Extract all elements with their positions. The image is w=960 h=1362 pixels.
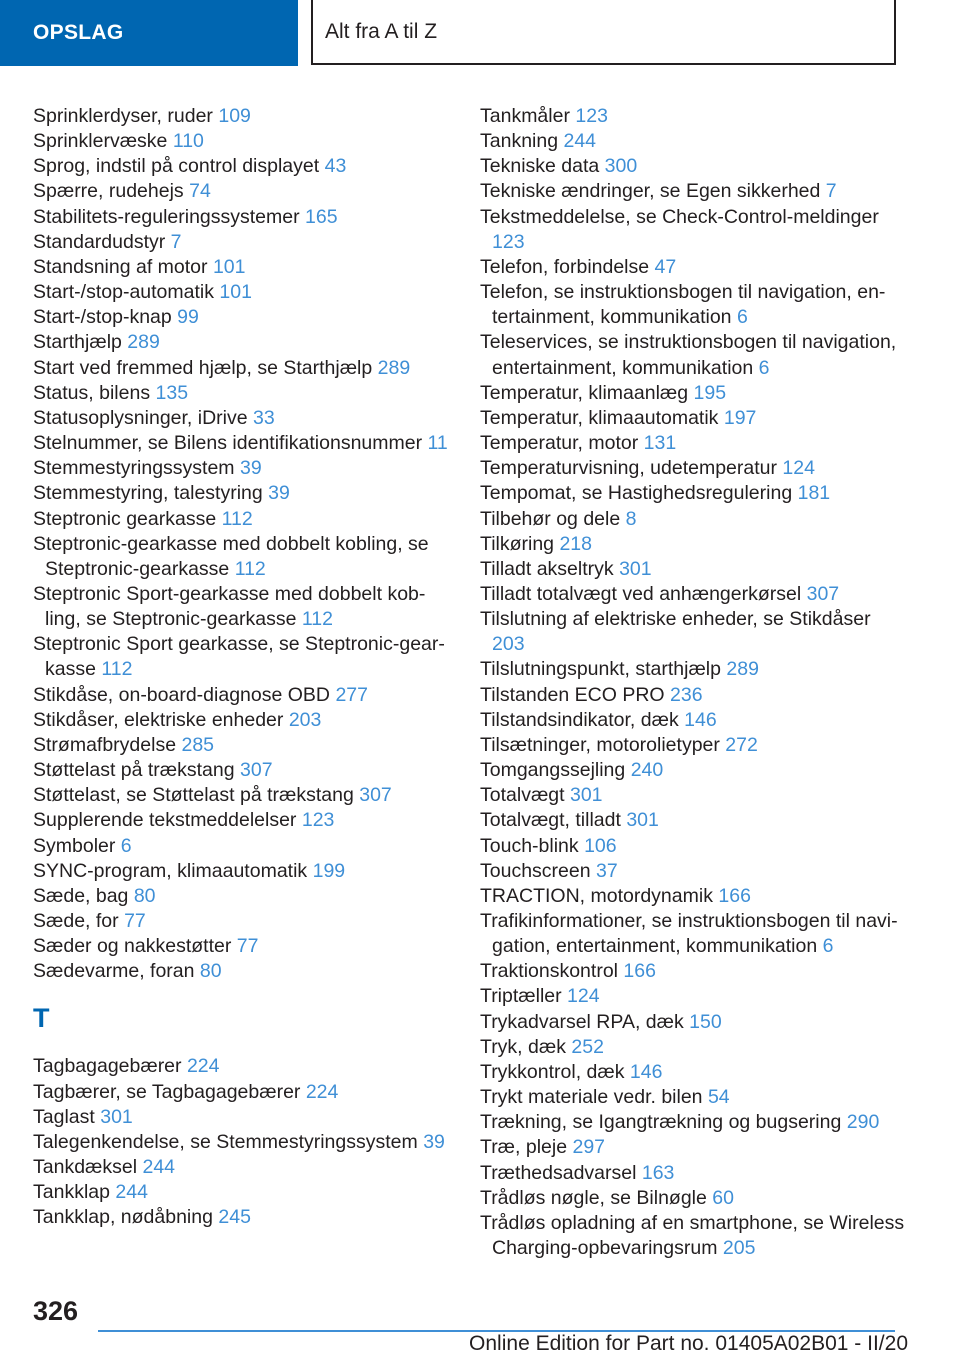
entry-text: Trådløs nøgle, se Bilnøgle — [480, 1186, 707, 1209]
page-reference-link[interactable]: 80 — [133, 884, 156, 907]
index-entry — [33, 129, 453, 154]
page-reference-link[interactable]: 181 — [797, 482, 831, 505]
page-reference-link[interactable]: 301 — [100, 1105, 133, 1128]
entry-text: Sprog, indstil på control displayet — [33, 155, 320, 178]
page-reference-link[interactable]: 11 — [427, 432, 448, 455]
entry-text: Støttelast på trækstang — [33, 759, 235, 782]
page-reference-link[interactable]: 123 — [575, 105, 608, 127]
entry-text: Tekniske data — [480, 155, 600, 178]
entry-text: Stelnummer, se Bilens identifikationsnummer — [33, 432, 423, 455]
index-entry — [33, 959, 453, 984]
index-column-left — [33, 104, 453, 1231]
index-entry — [33, 154, 453, 179]
page-reference-link[interactable]: 101 — [219, 281, 252, 304]
entry-text: Strømafbrydelse — [33, 733, 177, 756]
page-reference-link[interactable]: 6 — [758, 356, 770, 379]
index-entry — [480, 1110, 905, 1135]
entry-text: Temperatur, klimaanlæg — [480, 381, 689, 404]
entry-text: Steptronic Sport-gearkasse med dobbelt kobling, se Steptronic-gearkasse — [33, 582, 426, 631]
entry-text: Symboler — [33, 834, 116, 857]
entry-text: Stikdåse, on-board-diagnose OBD — [33, 683, 331, 706]
page-reference-link[interactable]: 203 — [492, 633, 525, 656]
index-entry — [480, 859, 905, 884]
entry-text: Talegenkendelse, se Stemmestyringssystem — [33, 1130, 418, 1153]
entry-text: Temperatur, motor — [480, 432, 639, 455]
page-reference-link[interactable]: 297 — [572, 1136, 606, 1159]
entry-text: Trækning, se Igangtrækning og bugsering — [480, 1111, 842, 1134]
entry-text: Taglast — [33, 1105, 95, 1128]
page-reference-link[interactable]: 146 — [684, 708, 717, 731]
index-entry — [480, 909, 905, 959]
entry-text: Tekstmeddelelse, se Check-Control-meldinger — [480, 205, 879, 228]
page-reference-link[interactable]: 54 — [707, 1086, 730, 1109]
entry-text: Trådløs opladning af en smartphone, se Wireless Charging-opbevaringsrum — [480, 1211, 905, 1260]
entry-text: Tekniske ændringer, se Egen sikkerhed — [480, 180, 821, 203]
entry-text: Touch-blink — [480, 834, 579, 857]
page-reference-link[interactable]: 301 — [619, 557, 652, 580]
entry-text: Tryk, dæk — [480, 1035, 566, 1058]
entry-text: Standardudstyr — [33, 230, 166, 253]
page-reference-link[interactable]: 307 — [359, 784, 392, 807]
index-entry — [480, 381, 905, 406]
entry-text: Tilslutningspunkt, starthjælp — [480, 658, 721, 681]
entry-text: Sæde, bag — [33, 884, 129, 907]
index-entry — [33, 808, 453, 833]
index-list-t — [33, 1054, 453, 1230]
entry-text: Steptronic-gearkasse med dobbelt kobling, se Steptronic-gearkasse — [33, 532, 429, 580]
page-reference-link[interactable]: 77 — [124, 910, 146, 932]
entry-text: Tagbærer, se Tagbagagebærer — [33, 1080, 301, 1103]
index-entry — [33, 205, 453, 230]
entry-text: Sprinklerdyser, ruder — [33, 105, 213, 127]
entry-text: Tilsætninger, motorolietyper — [480, 733, 720, 756]
page-reference-link[interactable]: 205 — [722, 1237, 756, 1260]
page-reference-link[interactable]: 106 — [584, 834, 617, 857]
index-entry — [480, 758, 905, 783]
entry-text: Tilladt totalvægt ved anhængerkørsel — [480, 582, 802, 605]
page-reference-link[interactable]: 307 — [240, 759, 273, 782]
index-entry — [33, 532, 453, 582]
entry-text: Tilslutning af elektriske enheder, se Stikdåser — [480, 608, 871, 631]
index-entry — [33, 884, 453, 909]
index-entry — [480, 884, 905, 909]
entry-text: Træthedsadvarsel — [480, 1161, 637, 1184]
entry-text: SYNC-program, klimaautomatik — [33, 859, 308, 882]
page-reference-link[interactable]: 300 — [604, 155, 638, 178]
index-entry — [33, 255, 453, 280]
entry-text: Statusoplysninger, iDrive — [33, 406, 248, 429]
index-entry — [480, 683, 905, 708]
index-entry — [480, 1135, 905, 1160]
page-reference-link[interactable]: 272 — [725, 733, 758, 756]
index-entry — [480, 708, 905, 733]
entry-text: Tempomat, se Hastighedsregulering — [480, 482, 793, 505]
entry-text: Stemmestyring, talestyring — [33, 482, 263, 505]
index-entry — [33, 758, 453, 783]
entry-text: Støttelast, se Støttelast på trækstang — [33, 784, 354, 807]
entry-text: Touchscreen — [480, 859, 591, 882]
index-entry — [480, 1060, 905, 1085]
entry-text: Traktionskontrol — [480, 960, 618, 983]
page-reference-link[interactable]: 80 — [199, 960, 222, 983]
page-reference-link[interactable]: 99 — [177, 306, 199, 329]
page-reference-link[interactable]: 146 — [629, 1060, 663, 1083]
index-entry — [480, 280, 905, 330]
section-tab: OPSLAG — [0, 0, 298, 66]
entry-text: Telefon, se instruktionsbogen til navigation, entertainment, kommunikation — [480, 281, 886, 329]
index-entry — [33, 1180, 453, 1205]
entry-text: Standsning af motor — [33, 255, 208, 278]
page-reference-link[interactable]: 124 — [567, 985, 600, 1008]
entry-text: Tilkøring — [480, 532, 555, 555]
index-entry — [33, 632, 453, 682]
index-entry — [480, 431, 905, 456]
index-entry — [33, 481, 453, 506]
page-reference-link[interactable]: 285 — [181, 733, 215, 756]
entry-text: Trykkontrol, dæk — [480, 1060, 625, 1083]
entry-text: Sæder og nakkestøtter — [33, 935, 232, 958]
entry-text: TRACTION, motordynamik — [480, 884, 713, 907]
index-entry — [480, 834, 905, 859]
entry-text: Stemmestyringssystem — [33, 457, 235, 480]
page-reference-link[interactable]: 6 — [736, 306, 748, 329]
entry-text: Start-/stop-automatik — [33, 281, 214, 304]
entry-text: Teleservices, se instruktionsbogen til navigation, entertainment, kommunikation — [480, 331, 897, 379]
index-entry — [33, 356, 453, 381]
index-entry — [33, 733, 453, 758]
index-entry — [480, 330, 905, 380]
index-entry — [480, 179, 905, 204]
page-reference-link[interactable]: 74 — [189, 180, 211, 203]
page-reference-link[interactable]: 218 — [559, 532, 592, 555]
page-reference-link[interactable]: 301 — [626, 809, 659, 832]
page-reference-link[interactable]: 43 — [324, 155, 347, 178]
entry-text: Totalvægt, tilladt — [480, 809, 621, 832]
page-reference-link[interactable]: 112 — [301, 608, 333, 631]
page-reference-link[interactable]: 123 — [492, 230, 525, 253]
page-reference-link[interactable]: 244 — [142, 1156, 176, 1179]
entry-text: Trafikinformationer, se instruktionsbogen til navigation, entertainment, kommunikation — [480, 910, 898, 958]
entry-text: Tagbagagebærer — [33, 1055, 182, 1078]
entry-text: Sædevarme, foran — [33, 960, 195, 983]
index-entry — [480, 104, 905, 129]
index-entry — [480, 532, 905, 557]
index-entry — [33, 909, 453, 934]
page-reference-link[interactable]: 307 — [806, 582, 840, 605]
entry-text: Tankning — [480, 130, 559, 153]
index-entry — [33, 179, 453, 204]
page-reference-link[interactable]: 277 — [335, 683, 368, 706]
page-reference-link[interactable]: 131 — [643, 432, 677, 455]
page-reference-link[interactable]: 289 — [127, 331, 160, 354]
index-entry — [33, 104, 453, 129]
page-reference-link[interactable]: 6 — [120, 834, 132, 857]
index-entry — [33, 280, 453, 305]
page-reference-link[interactable]: 290 — [846, 1111, 880, 1134]
index-entry — [480, 205, 905, 255]
page-reference-link[interactable]: 244 — [563, 130, 597, 153]
index-entry — [33, 305, 453, 330]
page-reference-link[interactable]: 301 — [569, 784, 603, 807]
page-header — [0, 0, 960, 66]
entry-text: Triptæller — [480, 985, 562, 1008]
index-entry — [33, 859, 453, 884]
page-reference-link[interactable]: 165 — [305, 205, 338, 228]
index-entry — [480, 255, 905, 280]
page-reference-link[interactable]: 39 — [239, 457, 262, 480]
index-entry — [33, 934, 453, 959]
entry-text: Temperaturvisning, udetemperatur — [480, 457, 777, 480]
page-reference-link[interactable]: 110 — [172, 130, 204, 153]
page-reference-link[interactable]: 109 — [218, 105, 251, 127]
index-entry — [33, 708, 453, 733]
index-entry — [33, 507, 453, 532]
entry-text: Stabilitets-reguleringssystemer — [33, 205, 300, 228]
index-entry — [33, 406, 453, 431]
page-reference-link[interactable]: 33 — [253, 406, 275, 429]
page-reference-link[interactable]: 112 — [234, 557, 266, 580]
page-reference-link[interactable]: 245 — [218, 1206, 251, 1229]
entry-text: Start ved fremmed hjælp, se Starthjælp — [33, 356, 373, 379]
page-reference-link[interactable]: 224 — [305, 1080, 339, 1103]
index-entry — [480, 481, 905, 506]
entry-text: Trykt materiale vedr. bilen — [480, 1086, 703, 1109]
index-entry — [480, 406, 905, 431]
entry-text: Tilstanden ECO PRO — [480, 683, 665, 706]
page-reference-link[interactable]: 224 — [186, 1055, 220, 1078]
index-entry — [33, 1105, 453, 1130]
index-entry — [480, 1186, 905, 1211]
page-reference-link[interactable]: 166 — [718, 884, 751, 907]
index-entry — [480, 1010, 905, 1035]
index-entry — [480, 984, 905, 1009]
index-entry — [33, 456, 453, 481]
entry-text: Trykadvarsel RPA, dæk — [480, 1010, 684, 1033]
page-reference-link[interactable]: 7 — [825, 180, 837, 203]
page-number: 326 — [33, 1296, 79, 1326]
index-entry — [480, 959, 905, 984]
index-list-s — [33, 104, 453, 984]
index-entry — [33, 683, 453, 708]
index-list-t-continued — [480, 104, 905, 1261]
index-entry — [33, 1130, 453, 1155]
index-entry — [480, 507, 905, 532]
entry-text: Sæde, for — [33, 910, 119, 932]
entry-text: Tankmåler — [480, 105, 570, 127]
page-reference-link[interactable]: 6 — [822, 935, 834, 958]
index-entry — [480, 1211, 905, 1261]
page-reference-link[interactable]: 199 — [312, 859, 346, 882]
index-entry — [480, 129, 905, 154]
page-reference-link[interactable]: 135 — [155, 381, 189, 404]
index-entry — [33, 381, 453, 406]
entry-text: Totalvægt — [480, 784, 565, 807]
entry-text: Status, bilens — [33, 381, 151, 404]
entry-text: Træ, pleje — [480, 1136, 568, 1159]
index-entry — [33, 783, 453, 808]
entry-text: Tankklap — [33, 1181, 110, 1204]
entry-text: Supplerende tekstmeddelelser — [33, 809, 297, 832]
index-entry — [33, 1054, 453, 1079]
letter-heading: T — [33, 1003, 50, 1034]
index-entry — [33, 431, 453, 456]
page-reference-link[interactable]: 37 — [596, 859, 618, 882]
entry-text: Telefon, forbindelse — [480, 255, 650, 278]
index-entry — [480, 808, 905, 833]
page-reference-link[interactable]: 124 — [782, 457, 815, 480]
entry-text: Temperatur, klimaautomatik — [480, 406, 719, 429]
index-entry — [33, 1205, 453, 1230]
page-reference-link[interactable]: 236 — [670, 683, 703, 706]
page-reference-link[interactable]: 123 — [301, 809, 335, 832]
entry-text: Tankdæksel — [33, 1156, 138, 1179]
entry-text: Tilbehør og dele — [480, 507, 621, 530]
index-column-right — [480, 104, 905, 1261]
entry-text: Tankklap, nødåbning — [33, 1206, 213, 1229]
entry-text: Steptronic gearkasse — [33, 507, 217, 530]
page-reference-link[interactable]: 197 — [723, 406, 757, 429]
index-entry — [480, 557, 905, 582]
index-entry — [33, 330, 453, 355]
entry-text: Stikdåser, elektriske enheder — [33, 708, 284, 731]
page-reference-link[interactable]: 240 — [630, 759, 664, 782]
footer-edition: Online Edition for Part no. 01405A02B01 - II/20 — [469, 1332, 908, 1355]
entry-text: Tilstandsindikator, dæk — [480, 708, 679, 731]
index-entry — [480, 582, 905, 607]
page-reference-link[interactable]: 77 — [236, 935, 259, 958]
chapter-title: Alt fra A til Z — [311, 0, 896, 65]
page-reference-link[interactable]: 39 — [268, 482, 290, 505]
entry-text: Spærre, rudehejs — [33, 180, 184, 203]
index-entry — [480, 657, 905, 682]
page-reference-link[interactable]: 166 — [623, 960, 656, 983]
page-reference-link[interactable]: 289 — [726, 658, 759, 681]
index-entry — [480, 733, 905, 758]
page-reference-link[interactable]: 195 — [693, 381, 727, 404]
index-entry — [33, 230, 453, 255]
index-entry — [480, 783, 905, 808]
page-reference-link[interactable]: 150 — [689, 1010, 722, 1033]
page-reference-link[interactable]: 252 — [571, 1035, 604, 1058]
index-entry — [33, 834, 453, 859]
index-entry — [33, 1080, 453, 1105]
entry-text: Start-/stop-knap — [33, 306, 172, 329]
index-entry — [480, 456, 905, 481]
page-reference-link[interactable]: 39 — [423, 1130, 445, 1153]
index-entry — [480, 1035, 905, 1060]
index-entry — [480, 607, 905, 657]
index-entry — [33, 1155, 453, 1180]
entry-text: Tilladt akseltryk — [480, 557, 614, 580]
page-reference-link[interactable]: 112 — [221, 507, 253, 530]
index-entry — [480, 1085, 905, 1110]
page-reference-link[interactable]: 244 — [115, 1181, 148, 1204]
page-reference-link[interactable]: 163 — [641, 1161, 675, 1184]
page-reference-link[interactable]: 112 — [101, 658, 133, 681]
page-reference-link[interactable]: 8 — [625, 507, 637, 530]
entry-text: Steptronic Sport gearkasse, se Steptronic-gearkasse — [33, 633, 445, 681]
index-entry — [33, 582, 453, 632]
page-reference-link[interactable]: 203 — [288, 708, 322, 731]
page-reference-link[interactable]: 7 — [170, 230, 182, 253]
page-reference-link[interactable]: 60 — [712, 1186, 734, 1209]
entry-text: Tomgangssejling — [480, 759, 626, 782]
page-reference-link[interactable]: 101 — [212, 255, 246, 278]
index-entry — [480, 154, 905, 179]
entry-text: Starthjælp — [33, 331, 122, 354]
page-reference-link[interactable]: 47 — [654, 255, 677, 278]
entry-text: Sprinklervæske — [33, 130, 168, 153]
page-reference-link[interactable]: 289 — [377, 356, 411, 379]
index-entry — [480, 1161, 905, 1186]
